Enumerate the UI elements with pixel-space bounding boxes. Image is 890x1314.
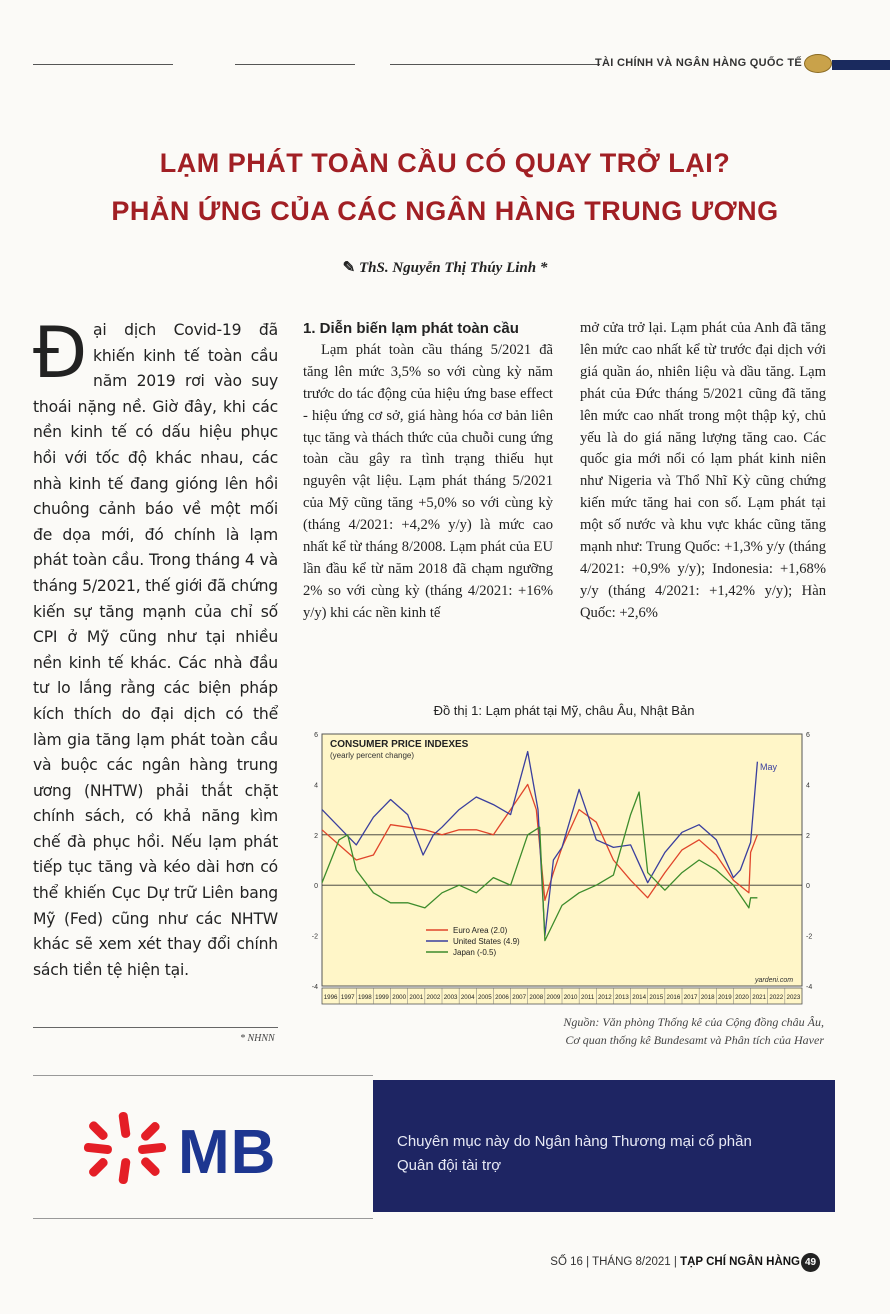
section-title: TÀI CHÍNH VÀ NGÂN HÀNG QUỐC TẾ [595, 57, 802, 69]
x-tick-label: 2018 [700, 994, 715, 1001]
header-rule [390, 64, 600, 65]
y-tick-label-left: 6 [314, 732, 318, 739]
issue-number: SỐ 16 [550, 1256, 583, 1268]
x-tick-label: 1999 [375, 994, 389, 1001]
article-title-line1: LẠM PHÁT TOÀN CẦU CÓ QUAY TRỞ LẠI? [159, 148, 731, 178]
footnote: * NHNN [240, 1033, 275, 1044]
chart-annotation: May [760, 762, 778, 772]
x-tick-label: 2016 [666, 994, 681, 1001]
page-footer: SỐ 16 | THÁNG 8/2021 | TẠP CHÍ NGÂN HÀNG [550, 1256, 800, 1268]
x-tick-label: 2015 [649, 994, 664, 1001]
chart-title: CONSUMER PRICE INDEXES [330, 739, 469, 750]
column-3 [580, 318, 826, 625]
dropcap: Đ [33, 312, 88, 394]
x-tick-label: 2002 [426, 994, 441, 1001]
x-tick-label: 2009 [546, 994, 561, 1001]
intro-text: ại dịch Covid-19 đã khiến kinh tế toàn cầu năm 2019 rơi vào suy thoái nặng nề. Giờ đây, khi các nền kinh tế có dấu hiệu phục hồi với tốc độ khác nhau, các nhà kinh tế đang gióng lên hồi chuông cảnh báo về một mối đe dọa mới, đó chính là lạm phát toàn cầu. Trong tháng 4 và tháng 5/2021, thế giới đã chứng kiến sự tăng mạnh của chỉ số CPI ở Mỹ cũng như tại nhiều nền kinh tế khác. Các nhà đầu tư lo lắng rằng các biện pháp kích thích do đại dịch có thể làm gia tăng lạm phát toàn cầu và buộc các ngân hàng trung ương (NHTW) phải thắt chặt chính sách, có khả năng kìm chế đà phục hồi. Nếu lạm phát tiếp tục tăng và kéo dài hơn có thể khiến Cục Dự trữ Liên bang Mỹ (Fed) cũng như các NHTW khác sẽ xem xét thay đổi chính sách tiền tệ hiện tại. [33, 321, 279, 979]
column-2 [303, 318, 553, 625]
x-tick-label: 2017 [683, 994, 698, 1001]
x-tick-label: 2004 [460, 994, 475, 1001]
chart-subtitle: (yearly percent change) [330, 751, 415, 760]
x-tick-label: 2013 [615, 994, 629, 1001]
cpi-chart [302, 722, 826, 1006]
x-tick-label: 2012 [597, 994, 612, 1001]
footnote-rule [33, 1027, 278, 1028]
x-tick-label: 2021 [752, 994, 767, 1001]
header-rule [235, 64, 355, 65]
legend-label: Euro Area (2.0) [453, 926, 508, 935]
chart-caption: Đồ thị 1: Lạm phát tại Mỹ, châu Âu, Nhật Bản [433, 703, 695, 718]
sponsor-line2: Quân đội tài trợ [397, 1157, 502, 1174]
issue-month: THÁNG 8/2021 [592, 1256, 671, 1268]
journal-logo [804, 54, 832, 73]
legend-label: United States (4.9) [453, 937, 520, 946]
x-tick-label: 2011 [581, 994, 595, 1001]
header-bar [832, 60, 890, 70]
sponsor-line1: Chuyên mục này do Ngân hàng Thương mại cổ phần [397, 1133, 752, 1150]
x-tick-label: 2020 [735, 994, 749, 1001]
x-tick-label: 2005 [477, 994, 492, 1001]
y-tick-label-left: 0 [314, 883, 318, 891]
source-line2: Cơ quan thống kê Bundesamt và Phân tích của Haver [565, 1033, 824, 1047]
y-tick-label-right: 4 [806, 782, 810, 790]
journal-name: TẠP CHÍ NGÂN HÀNG [680, 1256, 800, 1268]
x-tick-label: 2014 [632, 994, 647, 1001]
article-title-line2: PHẢN ỨNG CỦA CÁC NGÂN HÀNG TRUNG ƯƠNG [111, 196, 779, 226]
pen-icon: ✎ [342, 260, 359, 276]
y-tick-label-right: 0 [806, 883, 810, 891]
header-rule [33, 64, 173, 65]
column2-text: Lạm phát toàn cầu tháng 5/2021 đã tăng lên mức 3,5% so với cùng kỳ năm trước do tác động của hiệu ứng base effect - hiệu ứng cơ sở, giá hàng hóa cơ bản liên tục tăng và thách thức của chuỗi cung ứng toàn cầu gây ra tình trạng thiếu hụt nguyên vật liệu. Lạm phát tháng 5/2021 của Mỹ cũng tăng +5,0% so với cùng kỳ (tháng 4/2021: +4,2% y/y) là mức cao nhất kể từ tháng 8/2008. Lạm phát của EU lần đầu kể từ năm 2018 đã chạm ngưỡng 2% so với cùng kỳ (tháng 4/2021: +16% y/y) khi các nền kinh tế [303, 341, 553, 621]
chart-source [424, 1013, 824, 1049]
y-tick-label-left: -4 [311, 984, 318, 991]
column3-text: mở cửa trở lại. Lạm phát của Anh đã tăng lên mức cao nhất kể từ trước đại dịch với giá quần áo, nhiên liệu và dầu tăng. Lạm phát của Đức tháng 5/2021 cũng đã tăng lên mức cao nhất trong một thập kỷ, chủ yếu là do giá năng lượng tăng cao. Các quốc gia mới nổi có lạm phát kinh niên như Nigeria và Thổ Nhĩ Kỳ cũng chứng kiến mức tăng hai con số. Lạm phát tại một số nước và khu vực khác cũng tăng mạnh như: Trung Quốc: +1,3% y/y (tháng 4/2021: +0,9% y/y); Indonesia: +1,68% y/y (tháng 4/2021: +1,42% y/y); Hàn Quốc: +2,6% [580, 320, 826, 621]
x-tick-label: 2007 [512, 994, 527, 1001]
author [0, 258, 890, 277]
y-tick-label-left: -2 [311, 933, 318, 941]
x-tick-label: 2023 [786, 994, 801, 1001]
mb-star-icon [80, 1108, 172, 1188]
x-tick-label: 2010 [563, 994, 578, 1001]
intro-column [33, 312, 279, 983]
legend-label: Japan (-0.5) [453, 948, 497, 957]
x-tick-label: 2003 [443, 994, 458, 1001]
x-tick-label: 2008 [529, 994, 544, 1001]
page-number: 49 [801, 1253, 820, 1272]
y-tick-label-right: -2 [806, 933, 813, 941]
x-tick-label: 2019 [717, 994, 732, 1001]
x-tick-label: 2022 [769, 994, 784, 1001]
x-tick-label: 2006 [495, 994, 509, 1001]
x-tick-label: 1998 [357, 994, 372, 1001]
x-tick-label: 2000 [392, 994, 407, 1001]
chart-credit: yardeni.com [755, 977, 794, 984]
section1-heading: 1. Diễn biến lạm phát toàn cầu [303, 320, 519, 337]
mb-logo-text: MB [178, 1118, 277, 1187]
sponsor-text [397, 1130, 817, 1178]
x-tick-label: 1997 [340, 994, 355, 1001]
chart-plot-area [322, 734, 802, 986]
y-tick-label-right: 2 [806, 832, 810, 840]
ad-rule-top [33, 1075, 373, 1076]
source-line1: Nguồn: Văn phòng Thống kê của Cộng đồng châu Âu, [563, 1015, 824, 1029]
y-tick-label-left: 4 [314, 782, 318, 790]
author-name: ThS. Nguyễn Thị Thúy Linh * [358, 260, 548, 276]
sponsor-box [373, 1080, 835, 1212]
x-tick-label: 1996 [323, 994, 338, 1001]
y-tick-label-left: 2 [314, 832, 318, 840]
ad-rule-bottom [33, 1218, 373, 1219]
y-tick-label-right: -4 [806, 984, 813, 991]
y-tick-label-right: 6 [806, 732, 810, 739]
x-tick-label: 2001 [409, 994, 424, 1001]
